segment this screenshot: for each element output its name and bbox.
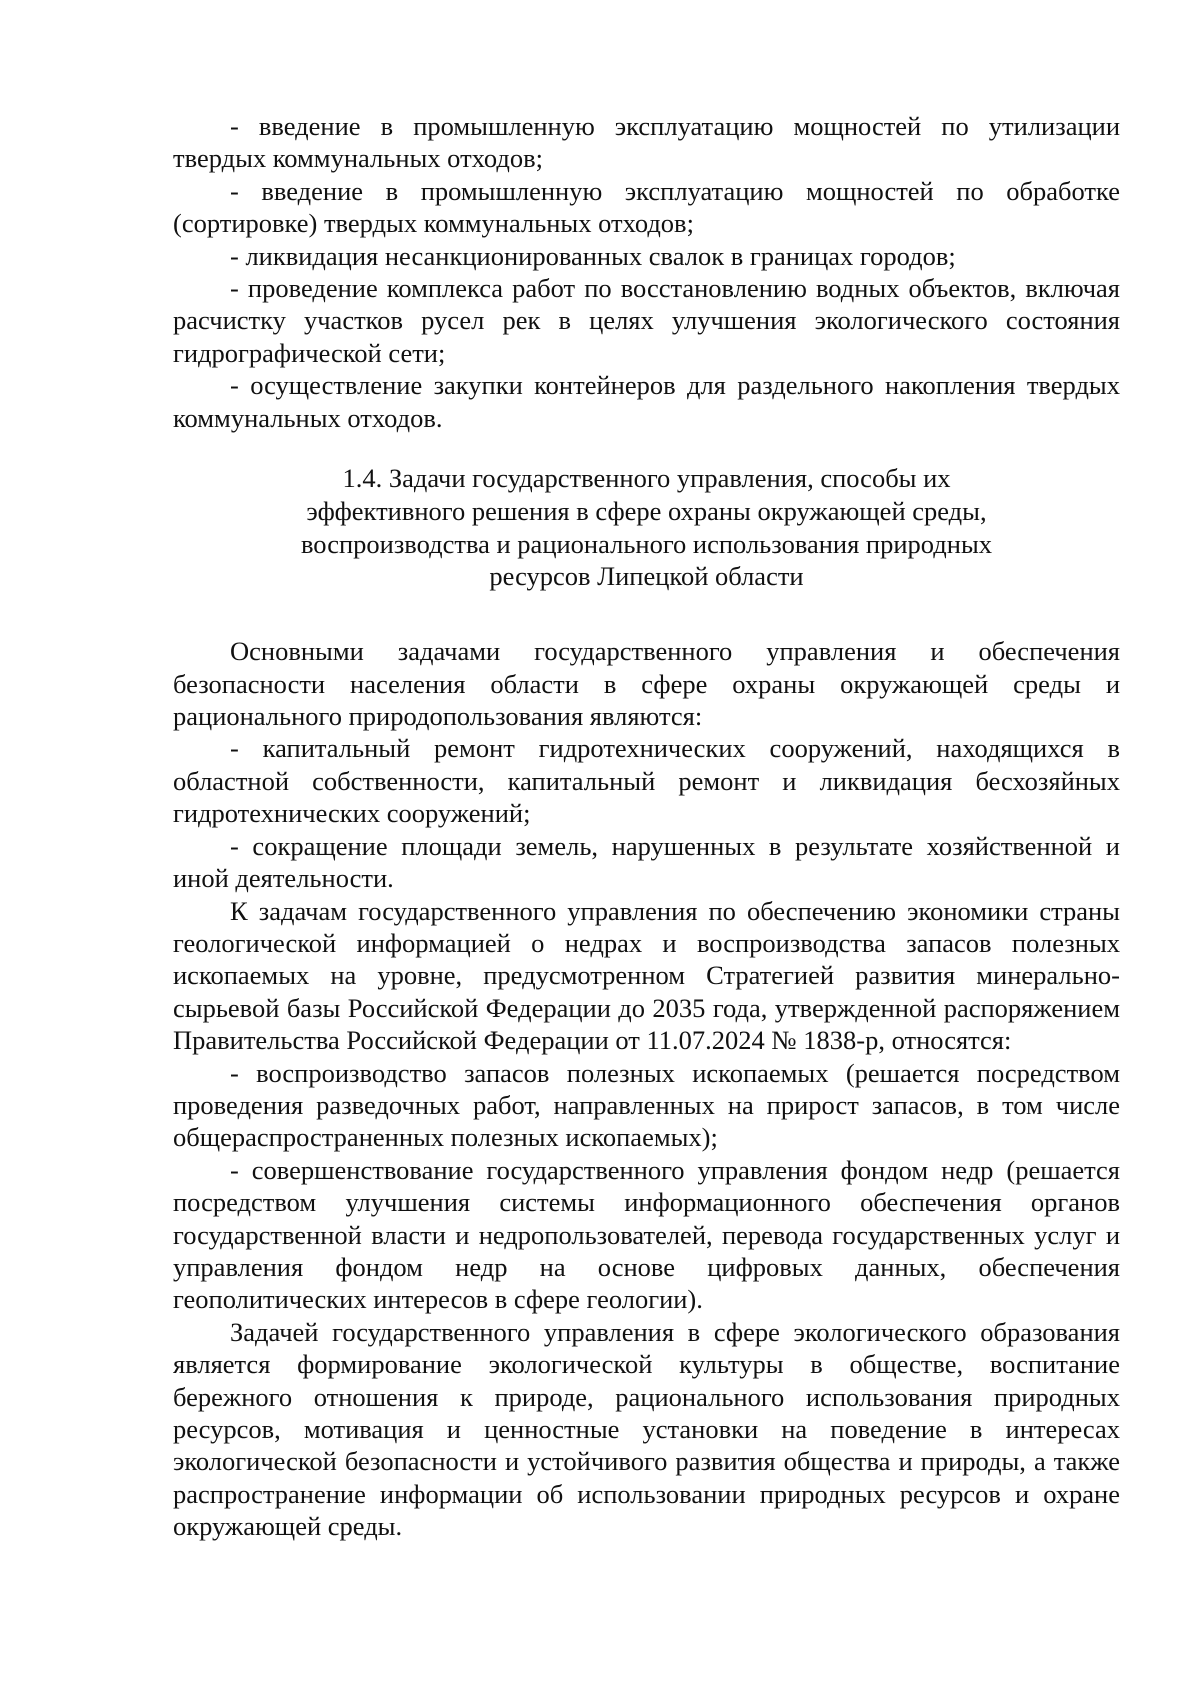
list-item: - проведение комплекса работ по восстановлению водных объектов, включая расчистку участков русел рек в целях улучшения экологического состояния гидрографической сети; <box>173 273 1120 368</box>
list-item: - ликвидация несанкционированных свалок в границах городов; <box>230 240 956 271</box>
list-item: - совершенствование государственного управления фондом недр (решается посредством улучшения системы информационного обеспечения органов государственной власти и недропользователей, перевода государственных услуг и управления фондом недр на основе цифровых данных, обеспечения геополитических интересов в сфере геологии). <box>173 1154 1120 1315</box>
section-heading-line: эффективного решения в сфере охраны окружающей среды, <box>306 495 987 526</box>
list-item: - сокращение площади земель, нарушенных в результате хозяйственной и иной деятельности. <box>173 830 1120 894</box>
body-paragraph: Основными задачами государственного управления и обеспечения безопасности населения области в сфере охраны окружающей среды и рационального природопользования являются: <box>173 636 1120 732</box>
list-item: - осуществление закупки контейнеров для раздельного накопления твердых коммунальных отходов. <box>173 370 1120 433</box>
section-heading <box>173 462 1120 593</box>
section-heading-line: ресурсов Липецкой области <box>489 561 804 592</box>
body-paragraph: Задачей государственного управления в сфере экологического образования является формирование экологической культуры в обществе, воспитание бережного отношения к природе, рационального использования природных ресурсов, мотивация и ценностные установки на поведение в интересах экологической безопасности и устойчивого развития общества и природы, а также распространение информации об использовании природных ресурсов и охране окружающей среды. <box>173 1316 1120 1542</box>
list-item: - введение в промышленную эксплуатацию мощностей по утилизации твердых коммунальных отходов; <box>173 111 1120 174</box>
document-page <box>173 110 1120 1543</box>
section-heading-line: воспроизводства и рационального использования природных <box>300 528 993 559</box>
body-paragraph: К задачам государственного управления по обеспечению экономики страны геологической информацией о недрах и воспроизводства запасов полезных ископаемых на уровне, предусмотренном Стратегией развития минерально-сырьевой базы Российской Федерации до 2035 года, утвержденной распоряжением Правительства Российской Федерации от 11.07.2024 № 1838-р, относятся: <box>173 895 1120 1056</box>
list-item: - капитальный ремонт гидротехнических сооружений, находящихся в областной собственности, капитальный ремонт и ликвидация бесхозяйных гидротехнических сооружений; <box>173 733 1120 829</box>
section-heading-line: 1.4. Задачи государственного управления, способы их <box>342 463 951 494</box>
list-item: - введение в промышленную эксплуатацию мощностей по обработке (сортировке) твердых коммунальных отходов; <box>173 175 1120 239</box>
list-item: - воспроизводство запасов полезных ископаемых (решается посредством проведения разведочных работ, направленных на прирост запасов, в том числе общераспространенных полезных ископаемых); <box>173 1057 1120 1153</box>
